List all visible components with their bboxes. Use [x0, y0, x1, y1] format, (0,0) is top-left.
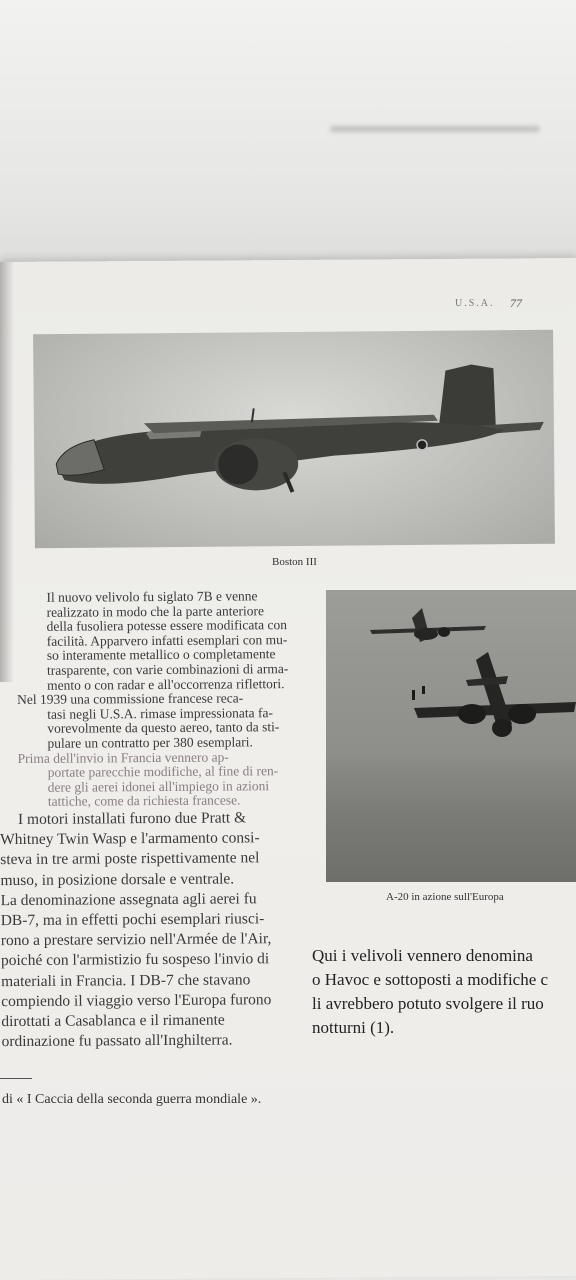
footnote-rule	[0, 1078, 32, 1079]
page-number: 77	[510, 296, 522, 310]
background-shadow	[330, 126, 540, 132]
right-column-text	[312, 944, 576, 1040]
aircraft-illustration	[33, 330, 555, 549]
photo-caption-top: Boston III	[272, 556, 317, 568]
text-line: Il nuovo velivolo fu siglato 7B e venne	[46, 588, 258, 605]
left-column-text	[0, 589, 320, 1053]
text-line: realizzato in modo che la parte anteriore	[46, 602, 264, 620]
text-line: dirottati a Casablanca e il rimanente	[1, 1011, 225, 1031]
text-line: rono a prestare servizio nell'Armée de l'Air,	[0, 930, 272, 950]
text-line: muso, in posizione dorsale e ventrale.	[0, 869, 235, 889]
photo-a20-europe	[326, 590, 576, 882]
text-line: della fusoliera potesse essere modificata con	[46, 617, 287, 634]
text-line: trasparente, con varie combinazioni di arma-	[46, 661, 289, 678]
falling-bomb	[422, 686, 425, 694]
aircraft-pair-illustration	[326, 590, 576, 882]
text-line: mento o con radar e all'occorrenza riflettori.	[46, 675, 285, 693]
text-line: so interamente metallico o completamente	[46, 646, 276, 664]
text-line: Nel 1939 una commissione francese reca-	[17, 690, 244, 708]
text-line: Prima dell'invio in Francia vennero ap-	[17, 749, 229, 766]
text-line: poiché con l'armistizio fu sospeso l'invio di	[0, 950, 270, 970]
text-line: compiendo il viaggio verso l'Europa furono	[1, 990, 272, 1010]
footnote: di « I Caccia della seconda guerra mondiale ».	[2, 1092, 262, 1107]
text-line: Whitney Twin Wasp e l'armamento consi-	[0, 829, 260, 849]
roundel-marking	[417, 440, 427, 450]
aircraft-near	[414, 652, 576, 737]
falling-bomb	[412, 690, 415, 700]
text-line: ordinazione fu passato all'Inghilterra.	[1, 1031, 233, 1051]
running-head: U.S.A.	[455, 298, 495, 309]
text-line: steva in tre armi poste rispettivamente nel	[0, 849, 260, 869]
photo-caption-right: A-20 in azione sull'Europa	[386, 891, 504, 903]
text-line: I motori installati furono due Pratt &	[17, 809, 247, 828]
text-line: dere gli aerei idonei all'impiego in azioni	[47, 777, 270, 795]
text-line: o Havoc e sottoposti a modifiche c	[312, 970, 549, 989]
text-line: Qui i velivoli vennero denomina	[312, 946, 533, 965]
background-surface	[0, 0, 576, 280]
text-line: DB-7, ma in effetti pochi esemplari riusci-	[0, 910, 265, 930]
text-line: notturni (1).	[312, 1018, 395, 1037]
photo-boston-iii	[33, 330, 555, 549]
text-line: portate parecchie modifiche, al fine di ren-	[47, 763, 279, 780]
text-line: La denominazione assegnata agli aerei fu	[0, 890, 257, 909]
aircraft-distant	[370, 608, 486, 642]
engine-cowling	[218, 444, 258, 484]
text-line: facilità. Apparvero infatti esemplari con mu-	[46, 631, 288, 649]
text-line: vorevolmente da questo aereo, tanto da sti-	[47, 719, 280, 737]
text-line: tattiche, come da richiesta francese.	[47, 792, 241, 810]
text-line: pulare un contratto per 380 esemplari.	[47, 734, 253, 751]
left-column-lower-text	[0, 808, 320, 1053]
text-line: materiali in Francia. I DB-7 che stavano	[1, 970, 251, 990]
text-line: tasi negli U.S.A. rimase impressionata fa-	[47, 704, 274, 722]
text-line: li avrebbero potuto svolgere il ruo	[312, 994, 544, 1013]
